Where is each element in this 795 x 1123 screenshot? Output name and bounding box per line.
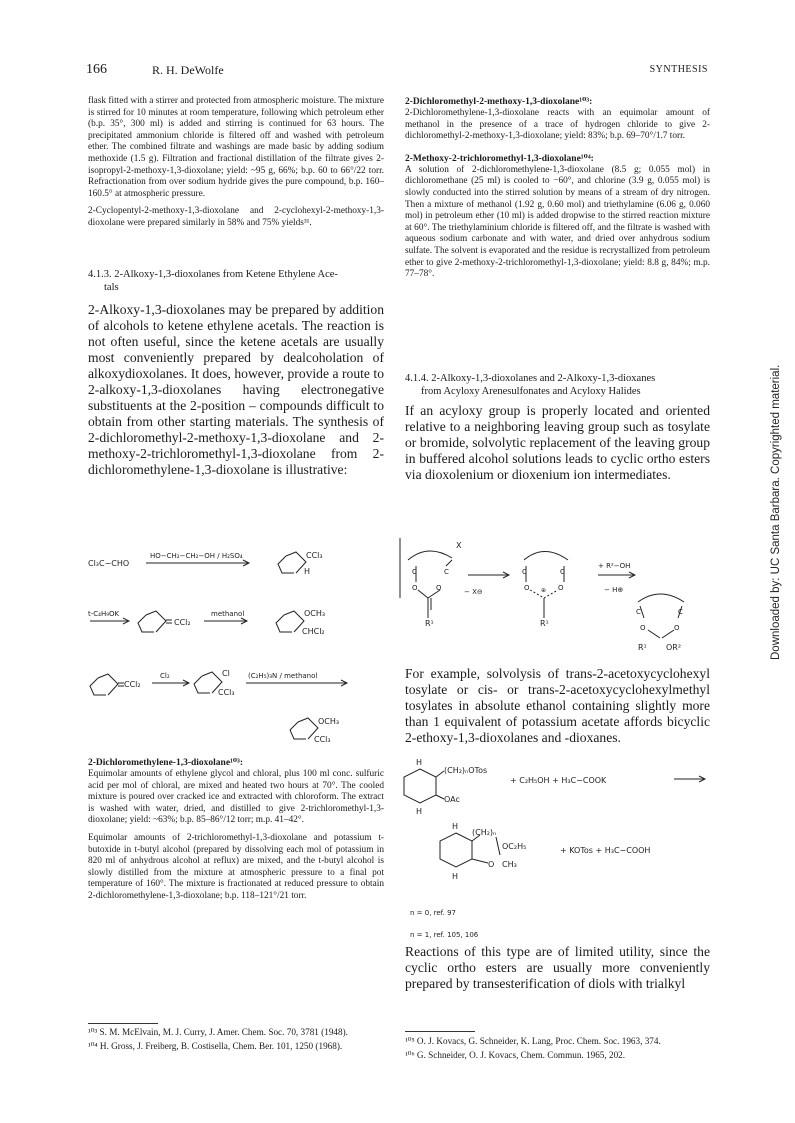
left-paragraph-1: flask fitted with a stirrer and protected from atmospheric moisture. The mixture is stirred for 10 minutes at room temperature, following which petroleum ether (b.p. 35°, 300 ml) is added and stirring is continued for 63 hours. The precipitated ammonium chloride is filtered off and washed with petroleum ether. The combined filtrate and washings are made basic by adding sodium methoxide (1.5 g). Filtration and fractional distillation of the filtrate gives 2-isopropyl-2-methoxy-1,3-dioxolane; yield: ~95 g, 66%; b.p. 60 to 66°/22 torr. Refractionation from over sodium hydride gives the pure compound, b.p. 160–160.5° at atmospheric pressure. bbox=[88, 96, 384, 199]
h-bottom-2: H bbox=[452, 872, 459, 881]
page-number: 166 bbox=[86, 62, 107, 77]
h-substituent-1: H bbox=[304, 567, 311, 576]
right-procedures bbox=[405, 96, 710, 281]
tbuok-reagent: t-C₄H₉OK bbox=[88, 610, 120, 618]
byproducts-line: + KOTos + H₃C−COOH bbox=[560, 846, 651, 855]
page-header bbox=[86, 62, 708, 82]
r1-label-b: R¹ bbox=[540, 619, 549, 628]
h-top-1: H bbox=[416, 758, 423, 767]
dioxolenium-mechanism-scheme bbox=[398, 538, 708, 656]
minus-h-label: − H⊕ bbox=[604, 586, 624, 594]
och3-substituent-4: OCH₃ bbox=[318, 717, 340, 726]
ccl2-start: CCl₂ bbox=[124, 680, 141, 689]
left-procedure bbox=[88, 757, 384, 903]
ccl3-substituent-3: CCl₃ bbox=[218, 688, 235, 697]
procedure-heading-1: 2-Dichloromethylene-1,3-dioxolane¹⁰³: bbox=[88, 758, 244, 768]
chcl2-substituent: CHCl₂ bbox=[302, 627, 325, 636]
section-4-1-4-title-line1: 4.1.4. 2-Alkoxy-1,3-dioxolanes and 2-Alkoxy-1,3-dioxanes bbox=[405, 373, 656, 384]
cl-substituent: Cl bbox=[222, 669, 230, 678]
och3-substituent-2: OCH₃ bbox=[304, 609, 326, 618]
h-bottom-1: H bbox=[416, 807, 423, 816]
svg-text:C: C bbox=[678, 608, 683, 616]
svg-text:O: O bbox=[412, 584, 418, 592]
footnote-104: ¹⁰⁴ H. Gross, J. Freiberg, B. Costisella, Chem. Ber. 101, 1250 (1968). bbox=[88, 1041, 343, 1051]
left-body bbox=[88, 302, 384, 478]
svg-text:O: O bbox=[674, 624, 680, 632]
svg-text:C: C bbox=[560, 568, 565, 576]
left-paragraph-2: 2-Cyclopentyl-2-methoxy-1,3-dioxolane and 2-cyclohexyl-2-methoxy-1,3-dioxolane were prepared similarly in 58% and 75% yields³¹. bbox=[88, 206, 384, 228]
methylene-chain: (CH₂)ₙ bbox=[472, 828, 497, 837]
right-paragraph-2: A solution of 2-dichloromethylene-1,3-dioxolane (8.5 g; 0.055 mol) in dichloromethane (25 ml) is cooled to −60°, and chlorine (3.9 g, 0.055 mol) is slowly conducted into the stirred solution by means of a stream of dry nitrogen. Then a mixture of methanol (1.92 g, 0.60 mol) and triethylamine (6.06 g, 0.060 mol) in petroleum ether (10 ml) is added dropwise to the stirred reaction mixture at 60°. The triethylaminium chloride is filtered off, and the filtrate is washed with aqueous sodium carbonate and with water, and dried over anhydrous sodium sulfate. The solvent is evaporated and the residue is recrystallized from petroleum ether to give 2-methoxy-2-trichloromethyl-1,3-dioxolane; yield: 8.8 g, 84%; m.p. 77–78°. bbox=[405, 164, 710, 280]
or2-label: OR² bbox=[666, 643, 682, 652]
minus-x-label: − X⊖ bbox=[464, 588, 483, 596]
ethoxy-substituent: OC₂H₅ bbox=[502, 842, 527, 851]
ccl3-substituent-1: CCl₃ bbox=[306, 551, 323, 560]
alcohol-addition-label: + R²−OH bbox=[598, 562, 631, 570]
svg-text:O: O bbox=[436, 584, 442, 592]
reagents-line-1: + C₂H₅OH + H₃C−COOK bbox=[510, 776, 607, 785]
r1-label-a: R¹ bbox=[425, 619, 434, 628]
r1-label-c: R¹ bbox=[638, 643, 647, 652]
svg-text:C: C bbox=[522, 568, 527, 576]
section-4-1-3-title-line1: 4.1.3. 2-Alkoxy-1,3-dioxolanes from Ketene Ethylene Ace- bbox=[88, 269, 338, 280]
tosylate-chain: (CH₂)ₙOTos bbox=[444, 766, 488, 775]
download-watermark: Downloaded by: UC Santa Barbara. Copyrighted material. bbox=[770, 364, 782, 660]
svg-text:C: C bbox=[412, 568, 417, 576]
running-title: SYNTHESIS bbox=[649, 64, 708, 75]
triethylamine-reagent: (C₂H₅)₃N / methanol bbox=[248, 672, 318, 680]
reaction-scheme-dioxolanes bbox=[86, 538, 386, 753]
running-author: R. H. DeWolfe bbox=[152, 63, 224, 77]
procedure-heading-3: 2-Methoxy-2-trichloromethyl-1,3-dioxolane¹⁰⁴: bbox=[405, 153, 594, 164]
section-4-1-4-heading bbox=[405, 372, 710, 398]
cl2-reagent: Cl₂ bbox=[160, 672, 170, 680]
svg-text:⊕: ⊕ bbox=[541, 587, 547, 594]
right-paragraph-4: For example, solvolysis of trans-2-acetoxycyclohexyl tosylate or cis- or trans-2-acetoxycyclohexylmethyl tosylates in absolute ethanol containing slightly more than 1 equivalent of potassium acetate affords bicyclic 2-ethoxy-1,3-dioxolanes and -dioxanes. bbox=[405, 666, 710, 745]
left-paragraph-4: Equimolar amounts of ethylene glycol and chloral, plus 100 ml conc. sulfuric acid per mol of chloral, are mixed and heated two hours at 70°. The cooled mixture is poured over cracked ice and extracted with chloroform. The extract is washed with water, dried, and distilled to give 2-trichloromethyl-1,3-dioxolane; yield: ~63%; b.p. 85–86°/12 torr; m.p. 41–42°. bbox=[88, 769, 384, 826]
footnote-rule-right bbox=[405, 1031, 475, 1032]
section-4-1-3-title-line2: tals bbox=[104, 282, 119, 293]
leaving-group-x: X bbox=[456, 541, 462, 550]
left-footnotes bbox=[88, 1027, 384, 1055]
methyl-substituent: CH₃ bbox=[502, 860, 517, 869]
footnote-rule-left bbox=[88, 1023, 158, 1024]
left-paragraph-5: Equimolar amounts of 2-trichloromethyl-1,3-dioxolane and potassium t-butoxide in t-butyl alcohol (prepared by dissolving each mol of potassium in 820 ml of anhydrous alcohol at reflux) are mixed, and the t-butyl alcohol is slowly distilled from the mixture at atmospheric pressure to a final pot temperature of 160°. The mixture is fractionated at reduced pressure to obtain 2-dichloromethylene-1,3-dioxolane; b.p. 118–121°/21 torr. bbox=[88, 832, 384, 901]
svg-text:O: O bbox=[640, 624, 646, 632]
svg-text:C: C bbox=[444, 568, 449, 576]
methanol-reagent: methanol bbox=[211, 610, 245, 618]
right-footnotes bbox=[405, 1036, 710, 1064]
right-body-3 bbox=[405, 944, 710, 992]
footnote-105: ¹⁰⁵ O. J. Kovacs, G. Schneider, K. Lang, Proc. Chem. Soc. 1963, 374. bbox=[405, 1036, 661, 1046]
h-top-2: H bbox=[452, 822, 459, 831]
section-4-1-4-title-line2: from Acyloxy Arenesulfonates and Acyloxy Halides bbox=[421, 386, 641, 397]
section-4-1-3-heading bbox=[88, 268, 384, 294]
arrow-glycol-reagent: HO−CH₂−CH₂−OH / H₂SO₄ bbox=[150, 552, 243, 560]
n-equals-1-note: n = 1, ref. 105, 106 bbox=[410, 931, 479, 939]
chloral-label: Cl₃C−CHO bbox=[88, 559, 130, 568]
procedure-heading-2: 2-Dichloromethyl-2-methoxy-1,3-dioxolane¹⁰³: bbox=[405, 97, 593, 107]
svg-text:O: O bbox=[524, 584, 530, 592]
right-paragraph-3: If an acyloxy group is properly located and oriented relative to a neighboring leaving group such as tosylate or bromide, solvolytic replacement of the leaving group in buffered alcohol solutions leads to cyclic ortho esters via dioxolenium or dioxenium ion intermediates. bbox=[405, 403, 710, 482]
right-paragraph-1: 2-Dichloromethylene-1,3-dioxolane reacts with an equimolar amount of methanol in the presence of a trace of hydrogen chloride to give 2-dichloromethyl-2-methoxy-1,3-dioxolane; yield: 83%; b.p. 69–70°/1.7 torr. bbox=[405, 108, 710, 142]
n-equals-0-note: n = 0, ref. 97 bbox=[410, 909, 456, 917]
footnote-103: ¹⁰³ S. M. McElvain, M. J. Curry, J. Amer. Chem. Soc. 70, 3781 (1948). bbox=[88, 1027, 348, 1037]
footnote-106: ¹⁰⁶ G. Schneider, O. J. Kovacs, Chem. Commun. 1965, 202. bbox=[405, 1050, 626, 1060]
svg-text:C: C bbox=[636, 608, 641, 616]
right-body bbox=[405, 403, 710, 483]
ring-oxygen: O bbox=[488, 860, 495, 869]
left-paragraph-3: 2-Alkoxy-1,3-dioxolanes may be prepared by addition of alcohols to ketene ethylene acetals. The reaction is not often useful, since the ketene acetals are usually most conveniently prepared by dealcoholation of alkoxydioxolanes. It does, however, provide a route to 2-alkoxy-1,3-dioxolanes having electronegative substituents at the 2-position – compounds difficult to obtain from other starting materials. The synthesis of 2-dichloromethyl-2-methoxy-1,3-dioxolane and 2-methoxy-2-trichloromethyl-1,3-dioxolane from 2-dichloromethylene-1,3-dioxolane is illustrative: bbox=[88, 302, 384, 477]
svg-text:O: O bbox=[558, 584, 564, 592]
right-paragraph-5: Reactions of this type are of limited utility, since the cyclic ortho esters are usually more conveniently prepared by transesterification of diols with trialkyl bbox=[405, 944, 710, 991]
oac-substituent: OAc bbox=[444, 795, 460, 804]
ccl2-product: CCl₂ bbox=[174, 618, 191, 627]
right-body-2 bbox=[405, 666, 710, 746]
left-column bbox=[88, 96, 384, 230]
ccl3-substituent-4: CCl₃ bbox=[314, 735, 331, 744]
cyclohexyl-solvolysis-scheme bbox=[400, 755, 710, 945]
